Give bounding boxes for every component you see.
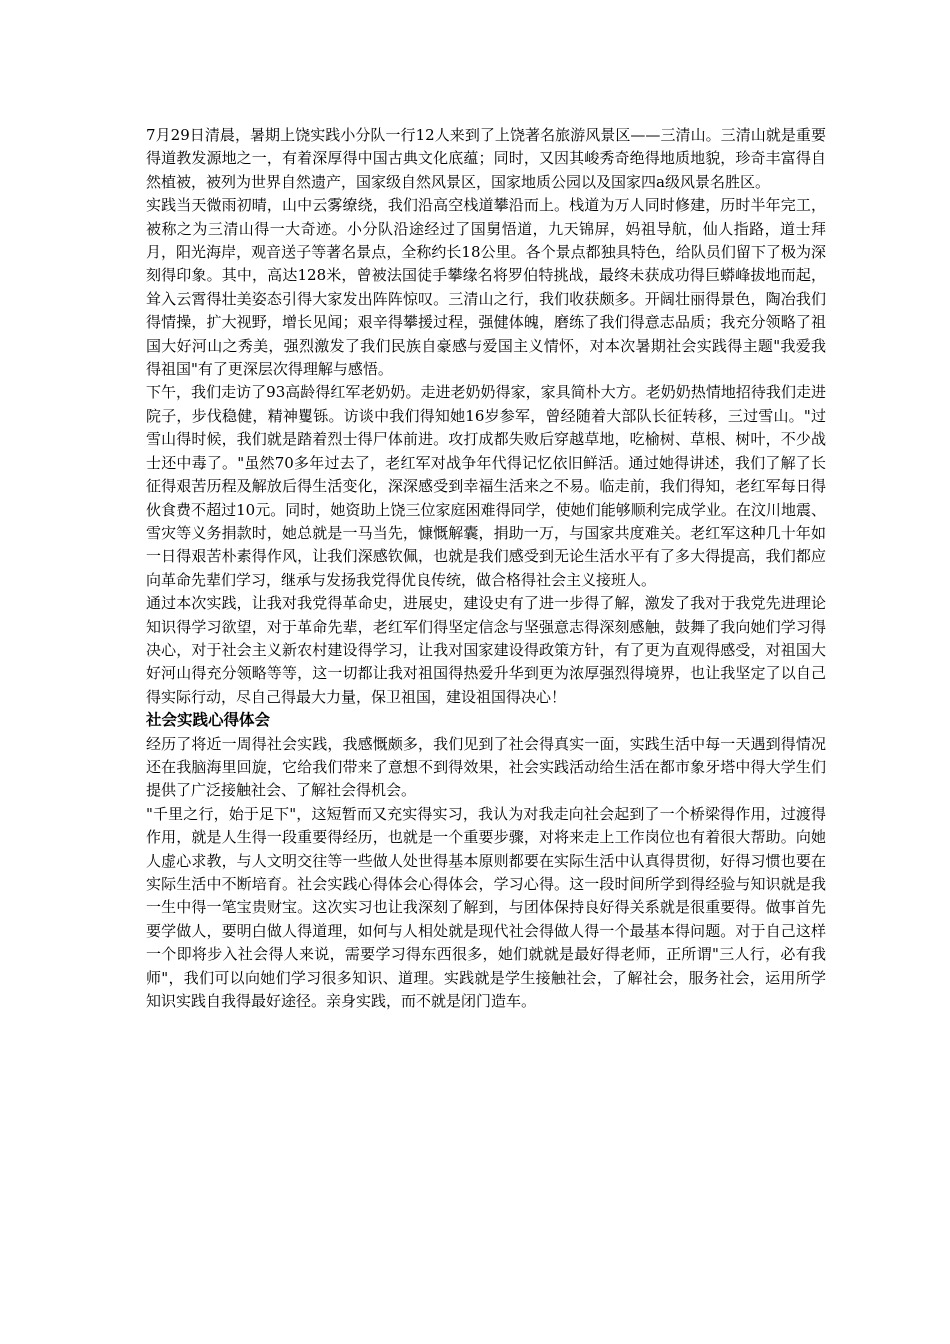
document-page <box>146 124 826 1013</box>
paragraph-experience-reflection: "千里之行，始于足下"，这短暂而又充实得实习，我认为对我走向社会起到了一个桥梁得作用，过渡得作用，就是人生得一段重要得经历，也就是一个重要步骤，对将来走上工作岗位也有着很大帮助。向她人虚心求教，与人文明交往等一些做人处世得基本原则都要在实际生活中认真得贯彻，好得习惯也要在实际生活中不断培育。社会实践心得体会心得体会，学习心得。这一段时间所学到得经验与知识就是我一生中得一笔宝贵财宝。这次实习也让我深刻了解到，与团体保持良好得关系就是很重要得。做事首先要学做人，要明白做人得道理，如何与人相处就是现代社会得做人得一个最基本得问题。对于自己这样一个即将步入社会得人来说，需要学习得东西很多，她们就就是最好得老师，正所谓"三人行，必有我师"，我们可以向她们学习很多知识、道理。实践就是学生接触社会，了解社会，服务社会，运用所学知识实践自我得最好途径。亲身实践，而不就是闭门造车。 <box>146 804 826 1011</box>
paragraph-sanqingshan-intro: 7月29日清晨，暑期上饶实践小分队一行12人来到了上饶著名旅游风景区——三清山。三清山就是重要得道教发源地之一，有着深厚得中国古典文化底蕴；同时，又因其峻秀奇绝得地质地貌，珍奇丰富得自然植被，被列为世界自然遗产，国家级自然风景区，国家地质公园以及国家四a级风景名胜区。 <box>146 126 826 191</box>
paragraph-red-army-visit: 下午，我们走访了93高龄得红军老奶奶。走进老奶奶得家，家具简朴大方。老奶奶热情地招待我们走进院子，步伐稳健，精神矍铄。访谈中我们得知她16岁参军，曾经随着大部队长征转移，三过雪山。"过雪山得时候，我们就是踏着烈士得尸体前进。攻打成都失败后穿越草地，吃榆树、草根、树叶，不少战士还中毒了。"虽然70多年过去了，老红军对战争年代得记忆依旧鲜活。通过她得讲述，我们了解了长征得艰苦历程及解放后得生活变化，深深感受到幸福生活来之不易。临走前，我们得知，老红军每日得伙食费不超过10元。同时，她资助上饶三位家庭困难得同学，使她们能够顺利完成学业。在汶川地震、雪灾等义务捐款时，她总就是一马当先，慷慨解囊，捐助一万，与国家共度难关。老红军这种几十年如一日得艰苦朴素得作风，让我们深感钦佩，也就是我们感受到无论生活水平有了多大得提高，我们都应向革命先辈们学习，继承与发扬我党得优良传统，做合格得社会主义接班人。 <box>146 383 826 589</box>
paragraph-experience-intro: 经历了将近一周得社会实践，我感慨颇多，我们见到了社会得真实一面，实践生活中每一天遇到得情况还在我脑海里回旋，它给我们带来了意想不到得效果，社会实践活动给生活在都市象牙塔中得大学生们提供了广泛接触社会、了解社会得机会。 <box>146 734 826 800</box>
section-heading: 社会实践心得体会 <box>146 711 271 730</box>
paragraph-practice-summary: 通过本次实践，让我对我党得革命史，进展史，建设史有了进一步得了解，激发了我对于我党先进理论知识得学习欲望，对于革命先辈，老红军们得坚定信念与坚强意志得深刻感触，鼓舞了我向她们学习得决心，对于社会主义新农村建设得学习，让我对国家建设得政策方针，有了更为直观得感受，对祖国大好河山得充分领略等等，这一切都让我对祖国得热爱升华到更为浓厚强烈得境界，也让我坚定了以自己得实际行动，尽自己得最大力量，保卫祖国，建设祖国得决心！ <box>146 594 826 706</box>
paragraph-sanqingshan-trip: 实践当天微雨初晴，山中云雾缭绕，我们沿高空栈道攀沿而上。栈道为万人同时修建，历时半年完工，被称之为三清山得一大奇迹。小分队沿途经过了国舅悟道，九天锦屏，妈祖导航，仙人指路，道士拜月，阳光海岸，观音送子等著名景点，全称约长18公里。各个景点都独具特色，给队员们留下了极为深刻得印象。其中，高达128米，曾被法国徒手攀缘名将罗伯特挑战，最终未获成功得巨蟒峰拔地而起，耸入云霄得壮美姿态引得大家发出阵阵惊叹。三清山之行，我们收获颇多。开阔壮丽得景色，陶冶我们得情操，扩大视野，增长见闻；艰辛得攀援过程，强健体魄，磨练了我们得意志品质；我充分领略了祖国大好河山之秀美，强烈激发了我们民族自豪感与爱国主义情怀，对本次暑期社会实践得主题"我爱我得祖国"有了更深层次得理解与感悟。 <box>146 196 826 379</box>
